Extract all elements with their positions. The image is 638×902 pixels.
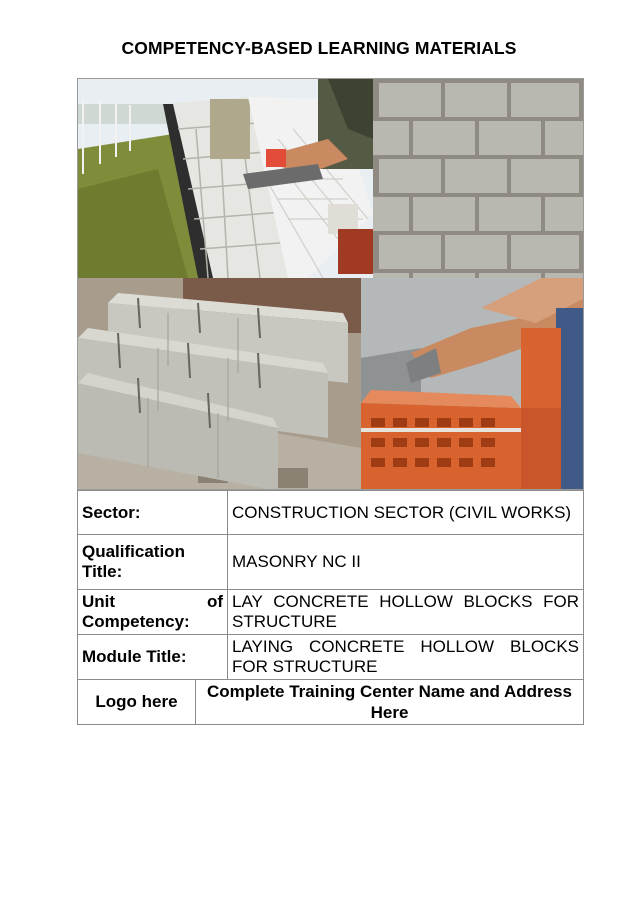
logo-placeholder: Logo here — [78, 680, 196, 724]
unit-label-word: Unit — [82, 592, 116, 611]
table-row — [78, 635, 584, 680]
unit-of-competency-value: LAY CONCRETE HOLLOW BLOCKS FOR STRUCTURE — [228, 590, 584, 635]
module-title-value: LAYING CONCRETE HOLLOW BLOCKS FOR STRUCTURE — [228, 635, 584, 680]
training-center-name: Complete Training Center Name and Address Here — [207, 682, 572, 722]
qualification-label: Qualification Title: — [78, 535, 228, 590]
document-title: COMPETENCY-BASED LEARNING MATERIALS — [121, 38, 517, 58]
module-title-label: Module Title: — [78, 635, 228, 680]
table-row — [78, 535, 584, 590]
unit-of-competency-label — [78, 590, 228, 635]
footer-row-cell — [78, 680, 584, 725]
of-label-word: of — [206, 592, 223, 611]
hollow-block-wall-photo — [373, 79, 584, 278]
sector-label: Sector: — [78, 491, 228, 535]
competency-label-word: Competency: — [82, 612, 190, 631]
qualification-value: MASONRY NC II — [228, 535, 584, 590]
cover-photo-collage — [77, 78, 584, 490]
reinforced-block-courses-photo — [78, 278, 361, 490]
sector-value: CONSTRUCTION SECTOR (CIVIL WORKS) — [228, 491, 584, 535]
clay-brick-trowel-photo — [361, 278, 584, 490]
mason-laying-blocks-photo — [78, 79, 373, 278]
table-row — [78, 590, 584, 635]
qualification-info-table — [77, 490, 584, 725]
table-row — [78, 491, 584, 535]
table-row — [78, 680, 584, 725]
